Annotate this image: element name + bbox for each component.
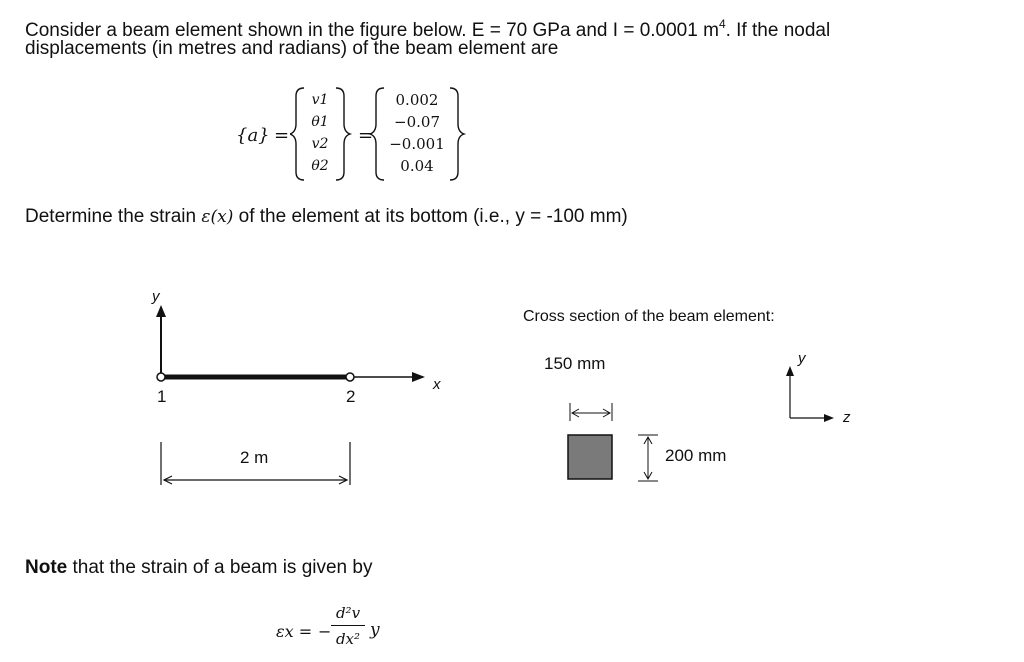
- width-label: 150 mm: [544, 354, 606, 373]
- vector-value: 0.002: [395, 91, 439, 109]
- beam-x-label: x: [433, 376, 441, 393]
- height-label: 200 mm: [665, 446, 727, 465]
- vector-lhs: {a}: [236, 125, 270, 146]
- vector-symbols: [300, 89, 340, 177]
- vector-equals-2: =: [358, 125, 374, 146]
- beam-diagram: [140, 285, 470, 500]
- intro-line-2: displacements (in metres and radians) of the beam element are: [25, 38, 559, 59]
- cross-section-axes: [780, 360, 840, 430]
- node-2-label: 2: [346, 387, 356, 406]
- y-axis-arrow: [156, 305, 166, 317]
- formula-lhs: εx =: [276, 622, 313, 641]
- vector-value: 0.04: [400, 157, 434, 175]
- vector-symbol: v2: [311, 136, 329, 152]
- formula-fraction-bar: [331, 625, 365, 626]
- vector-value: −0.001: [389, 135, 445, 153]
- cs-y-arrow: [786, 366, 794, 376]
- intro-line-1-end: . If the nodal: [725, 20, 831, 41]
- formula-numerator: d²v: [335, 604, 361, 622]
- question-line: [25, 205, 628, 229]
- cs-z-arrow: [824, 414, 834, 422]
- cs-z-label: z: [843, 409, 851, 426]
- beam-y-label: y: [152, 288, 160, 305]
- question-after: of the element at its bottom (i.e., y = -100 mm): [238, 206, 628, 227]
- vector-value: −0.07: [394, 113, 440, 131]
- vector-symbol: v1: [311, 92, 329, 108]
- formula-minus: −: [318, 622, 332, 641]
- section-rectangle: [568, 435, 612, 479]
- note-line: [25, 556, 372, 579]
- vector-equals-1: =: [274, 125, 290, 146]
- cs-y-label: y: [798, 350, 806, 367]
- node-1-label: 1: [157, 387, 167, 406]
- vector-symbol: θ2: [311, 158, 329, 174]
- strain-symbol: ε(x): [201, 207, 234, 227]
- cross-section-diagram: [560, 395, 670, 490]
- formula-denominator: dx²: [335, 630, 361, 648]
- vector-values: [382, 89, 452, 177]
- vector-symbol: θ1: [311, 114, 329, 130]
- cross-section-title: Cross section of the beam element:: [523, 308, 775, 325]
- intro-line-1-text: Consider a beam element shown in the figure below. E = 70 GPa and I = 0.0001 m: [25, 20, 719, 41]
- note-rest: that the strain of a beam is given by: [72, 557, 373, 578]
- question-before: Determine the strain: [25, 206, 197, 227]
- node-1: [157, 373, 165, 381]
- intro-exponent: 4: [718, 17, 726, 31]
- x-axis-arrow: [412, 372, 425, 382]
- note-bold: Note: [25, 557, 68, 578]
- beam-length-label: 2 m: [240, 448, 269, 467]
- node-2: [346, 373, 354, 381]
- formula-factor: y: [370, 620, 380, 640]
